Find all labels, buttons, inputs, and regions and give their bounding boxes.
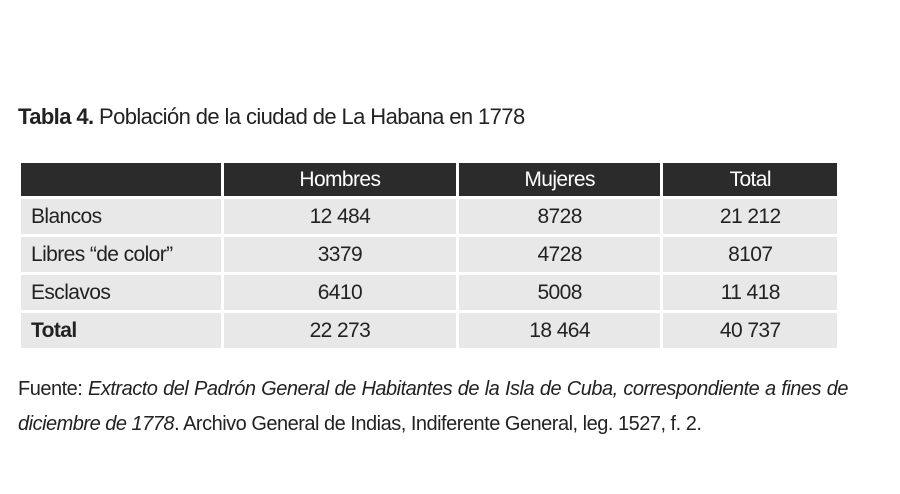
table-row	[21, 237, 837, 272]
row-label: Esclavos	[21, 275, 221, 310]
source-note	[18, 372, 848, 442]
row-label-total: Total	[21, 313, 221, 348]
table-row	[21, 275, 837, 310]
cell-mujeres: 4728	[459, 237, 661, 272]
source-archive-reference: . Archivo General de Indias, Indiferente General, leg. 1527, f. 2.	[174, 413, 702, 435]
table-title: Población de la ciudad de La Habana en 1778	[99, 104, 525, 129]
header-corner-cell	[21, 163, 221, 196]
cell-total: 40 737	[663, 313, 837, 348]
cell-hombres: 12 484	[224, 199, 456, 234]
header-hombres: Hombres	[224, 163, 456, 196]
cell-mujeres: 18 464	[459, 313, 661, 348]
row-label: Blancos	[21, 199, 221, 234]
cell-hombres: 6410	[224, 275, 456, 310]
header-mujeres: Mujeres	[459, 163, 661, 196]
table-row	[21, 199, 837, 234]
table-total-row	[21, 313, 837, 348]
cell-hombres: 3379	[224, 237, 456, 272]
header-total: Total	[663, 163, 837, 196]
cell-total: 11 418	[663, 275, 837, 310]
table-caption	[18, 104, 525, 130]
cell-mujeres: 8728	[459, 199, 661, 234]
population-table-container	[18, 160, 840, 351]
table-header-row	[21, 163, 837, 196]
cell-hombres: 22 273	[224, 313, 456, 348]
cell-total: 8107	[663, 237, 837, 272]
cell-mujeres: 5008	[459, 275, 661, 310]
row-label: Libres “de color”	[21, 237, 221, 272]
table-number: Tabla 4.	[18, 104, 94, 129]
source-prefix: Fuente:	[18, 378, 89, 400]
cell-total: 21 212	[663, 199, 837, 234]
population-table	[18, 160, 840, 351]
source-document-title: Extracto del Padrón General de Habitantes de la Isla de Cuba, correspondiente a fines de diciembre de 1778	[18, 378, 848, 435]
